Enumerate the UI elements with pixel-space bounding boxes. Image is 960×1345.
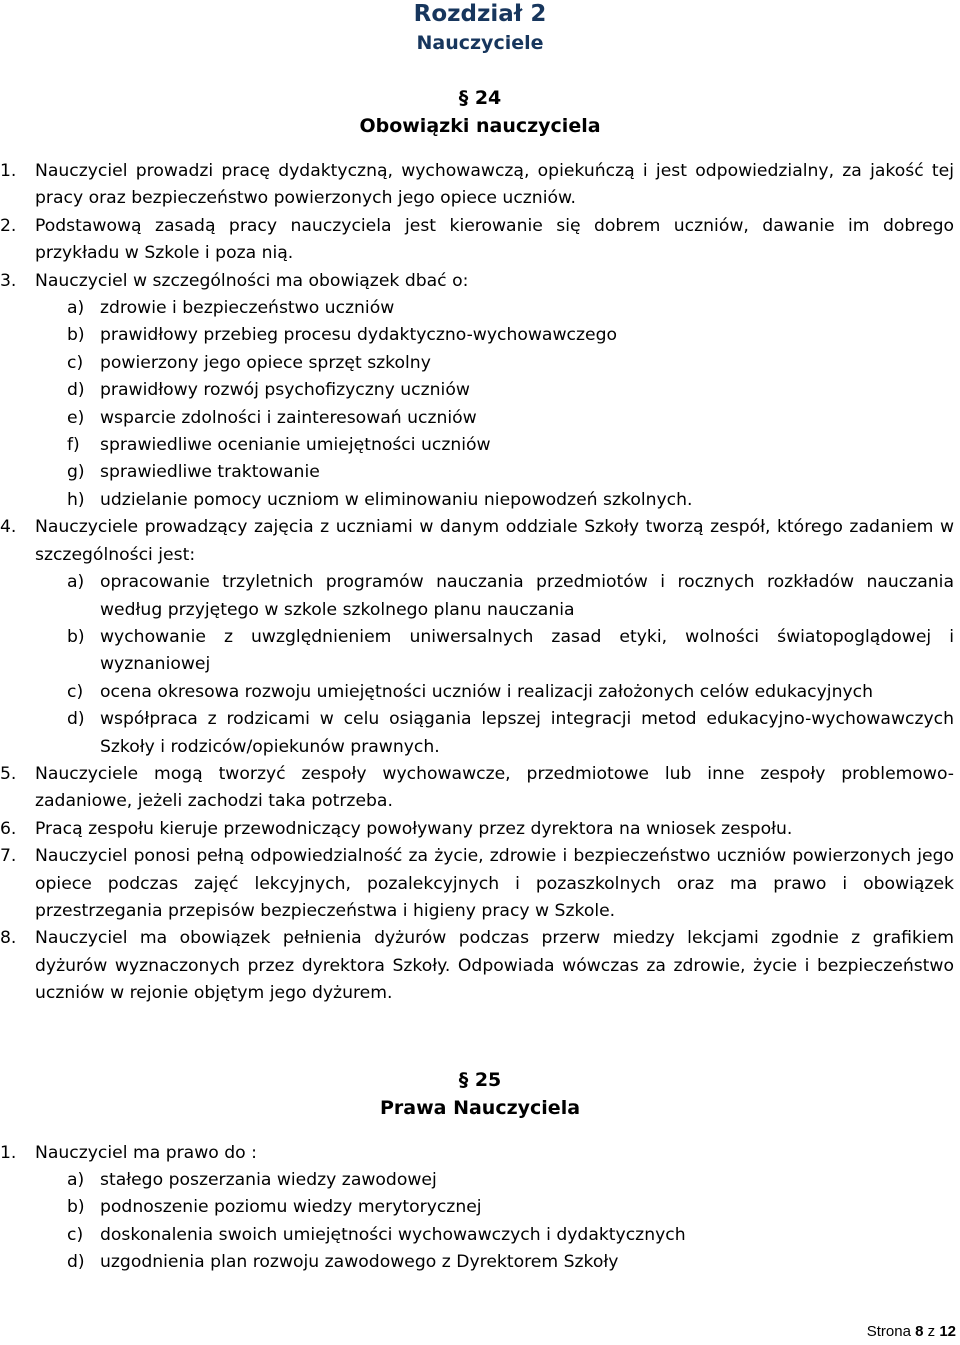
- sub-list-item: [35, 432, 954, 459]
- sub-list-item: [35, 679, 954, 706]
- list-item-number: 1.: [0, 1142, 17, 1163]
- footer-current-page: 8: [915, 1323, 924, 1340]
- sub-list-item: [35, 459, 954, 486]
- sub-list-item-text: sprawiedliwe ocenianie umiejętności uczniów: [100, 435, 491, 456]
- chapter-subtitle: Nauczyciele: [416, 32, 544, 54]
- footer-total-pages: 12: [939, 1323, 956, 1340]
- sub-list-item-letter: c): [67, 1224, 84, 1245]
- sub-list-item: [35, 624, 954, 679]
- sub-list-item-letter: g): [67, 462, 85, 483]
- section-25-number: § 25: [458, 1068, 502, 1091]
- sub-list-item-letter: a): [67, 1170, 85, 1190]
- sub-list-item-text: ocena okresowa rozwoju umiejętności uczniów i realizacji założonych celów edukacyjnych: [100, 681, 873, 702]
- list-item-text: Podstawową zasadą pracy nauczyciela jest kierowanie się dobrem uczniów, dawanie im dobrego przykładu w Szkole i poza nią.: [35, 215, 954, 264]
- list-item-number: 5.: [0, 763, 17, 784]
- list-item: [0, 1140, 954, 1277]
- sub-list-item-text: sprawiedliwe traktowanie: [100, 462, 320, 483]
- sub-list-item-text: wsparcie zdolności i zainteresowań uczniów: [100, 407, 477, 428]
- list-item-text: Nauczyciel ma obowiązek pełnienia dyżurów podczas przerw miedzy lekcjami zgodnie z grafikiem dyżurów wyznaczonych przez dyrektora Szkoły. Odpowiada wówczas za zdrowie, życie i bezpieczeństwo uczniów w rejonie objętym jego dyżurem.: [35, 928, 954, 1004]
- sub-list-item: [35, 405, 954, 432]
- sub-list-item-letter: b): [67, 1197, 85, 1218]
- sub-list-item-text: powierzony jego opiece sprzęt szkolny: [100, 352, 431, 373]
- sub-list-item-text: zdrowie i bezpieczeństwo uczniów: [100, 298, 395, 319]
- sub-list-item-text: opracowanie trzyletnich programów nauczania przedmiotów i rocznych rozkładów nauczania według przyjętego w szkole szkolnego planu nauczania: [100, 572, 954, 620]
- list-item-text: Pracą zespołu kieruje przewodniczący powoływany przez dyrektora na wniosek zespołu.: [35, 818, 793, 839]
- sub-list-item-letter: b): [67, 325, 85, 346]
- sub-list-item-letter: h): [67, 489, 85, 510]
- chapter-title: Rozdział 2: [413, 1, 547, 27]
- sub-list-item-letter: d): [67, 1252, 85, 1273]
- list-item-text: Nauczyciel prowadzi pracę dydaktyczną, wychowawczą, opiekuńczą i jest odpowiedzialny, za jakość tej pracy oraz bezpieczeństwo powierzonych jego opiece uczniów.: [35, 161, 954, 209]
- section-24-content: [0, 158, 960, 1008]
- list-item: [0, 514, 954, 761]
- section-24-number: § 24: [458, 87, 502, 109]
- section-24-title: Obowiązki nauczyciela: [359, 115, 601, 137]
- footer-label: Strona: [866, 1323, 911, 1340]
- list-item: [0, 213, 954, 268]
- sub-list-item: [35, 1194, 954, 1221]
- sub-list: [35, 1167, 954, 1277]
- sub-list-item-letter: c): [67, 681, 84, 702]
- section-25-list: [0, 1140, 954, 1277]
- list-item-text: Nauczyciel ma prawo do :: [35, 1142, 257, 1163]
- sub-list: [35, 569, 954, 761]
- list-item: [0, 816, 954, 843]
- list-item-number: 3.: [0, 270, 17, 291]
- sub-list-item: [35, 377, 954, 404]
- sub-list-item-text: udzielanie pomocy uczniom w eliminowaniu niepowodzeń szkolnych.: [100, 489, 693, 510]
- list-item-text: Nauczyciel w szczególności ma obowiązek dbać o:: [35, 270, 469, 291]
- section-25-content: [0, 1140, 960, 1277]
- sub-list-item: [35, 1249, 954, 1276]
- list-item-number: 1.: [0, 161, 17, 181]
- sub-list-item: [35, 322, 954, 349]
- list-item: [0, 843, 954, 925]
- sub-list-item-letter: d): [67, 380, 85, 401]
- list-item-text: Nauczyciele mogą tworzyć zespoły wychowawcze, przedmiotowe lub inne zespoły problemowo-zadaniowe, jeżeli zachodzi taka potrzeba.: [35, 763, 954, 812]
- list-item: [0, 925, 954, 1007]
- sub-list-item: [35, 1167, 954, 1194]
- list-item-text: Nauczyciele prowadzący zajęcia z uczniami w danym oddziale Szkoły tworzą zespół, którego zadaniem w szczególności jest:: [35, 517, 954, 565]
- list-item-number: 6.: [0, 818, 17, 839]
- section-24-list: [0, 158, 954, 1008]
- sub-list-item-letter: b): [67, 626, 85, 647]
- list-item-number: 8.: [0, 928, 17, 949]
- sub-list-item-letter: a): [67, 572, 85, 593]
- sub-list-item: [35, 569, 954, 624]
- sub-list-item-text: uzgodnienia plan rozwoju zawodowego z Dyrektorem Szkoły: [100, 1252, 619, 1273]
- sub-list-item: [35, 706, 954, 761]
- sub-list-item-text: prawidłowy przebieg procesu dydaktyczno-wychowawczego: [100, 325, 617, 346]
- list-item-number: 2.: [0, 215, 17, 236]
- sub-list-item: [35, 295, 954, 322]
- list-item: [0, 761, 954, 816]
- sub-list: [35, 295, 954, 514]
- sub-list-item-text: doskonalenia swoich umiejętności wychowawczych i dydaktycznych: [100, 1224, 686, 1245]
- sub-list-item-text: wychowanie z uwzględnieniem uniwersalnych zasad etyki, wolności światopoglądowej i wyznaniowej: [100, 626, 954, 675]
- sub-list-item: [35, 1222, 954, 1249]
- sub-list-item-letter: f): [67, 435, 80, 456]
- footer-of: z: [927, 1323, 936, 1340]
- sub-list-item-letter: d): [67, 709, 85, 730]
- sub-list-item-letter: e): [67, 407, 85, 428]
- page-footer: [867, 1323, 956, 1340]
- list-item: [0, 268, 954, 515]
- sub-list-item-text: podnoszenie poziomu wiedzy merytorycznej: [100, 1197, 482, 1218]
- sub-list-item-text: prawidłowy rozwój psychofizyczny uczniów: [100, 380, 470, 401]
- sub-list-item: [35, 487, 954, 514]
- sub-list-item-text: stałego poszerzania wiedzy zawodowej: [100, 1170, 437, 1190]
- sub-list-item-text: współpraca z rodzicami w celu osiągania lepszej integracji metod edukacyjno-wychowawczych Szkoły i rodziców/opiekunów prawnych.: [100, 709, 954, 757]
- list-item-text: Nauczyciel ponosi pełną odpowiedzialność za życie, zdrowie i bezpieczeństwo uczniów powierzonych jego opiece podczas zajęć lekcyjnych, pozalekcyjnych i pozaszkolnych oraz ma prawo i obowiązek przestrzegania przepisów bezpieczeństwa i higieny pracy w Szkole.: [35, 846, 954, 921]
- list-item-number: 7.: [0, 846, 17, 867]
- sub-list-item-letter: c): [67, 352, 84, 373]
- list-item-number: 4.: [0, 517, 17, 538]
- sub-list-item-letter: a): [67, 298, 85, 319]
- section-25-title: Prawa Nauczyciela: [379, 1096, 581, 1119]
- list-item: [0, 158, 954, 213]
- sub-list-item: [35, 350, 954, 377]
